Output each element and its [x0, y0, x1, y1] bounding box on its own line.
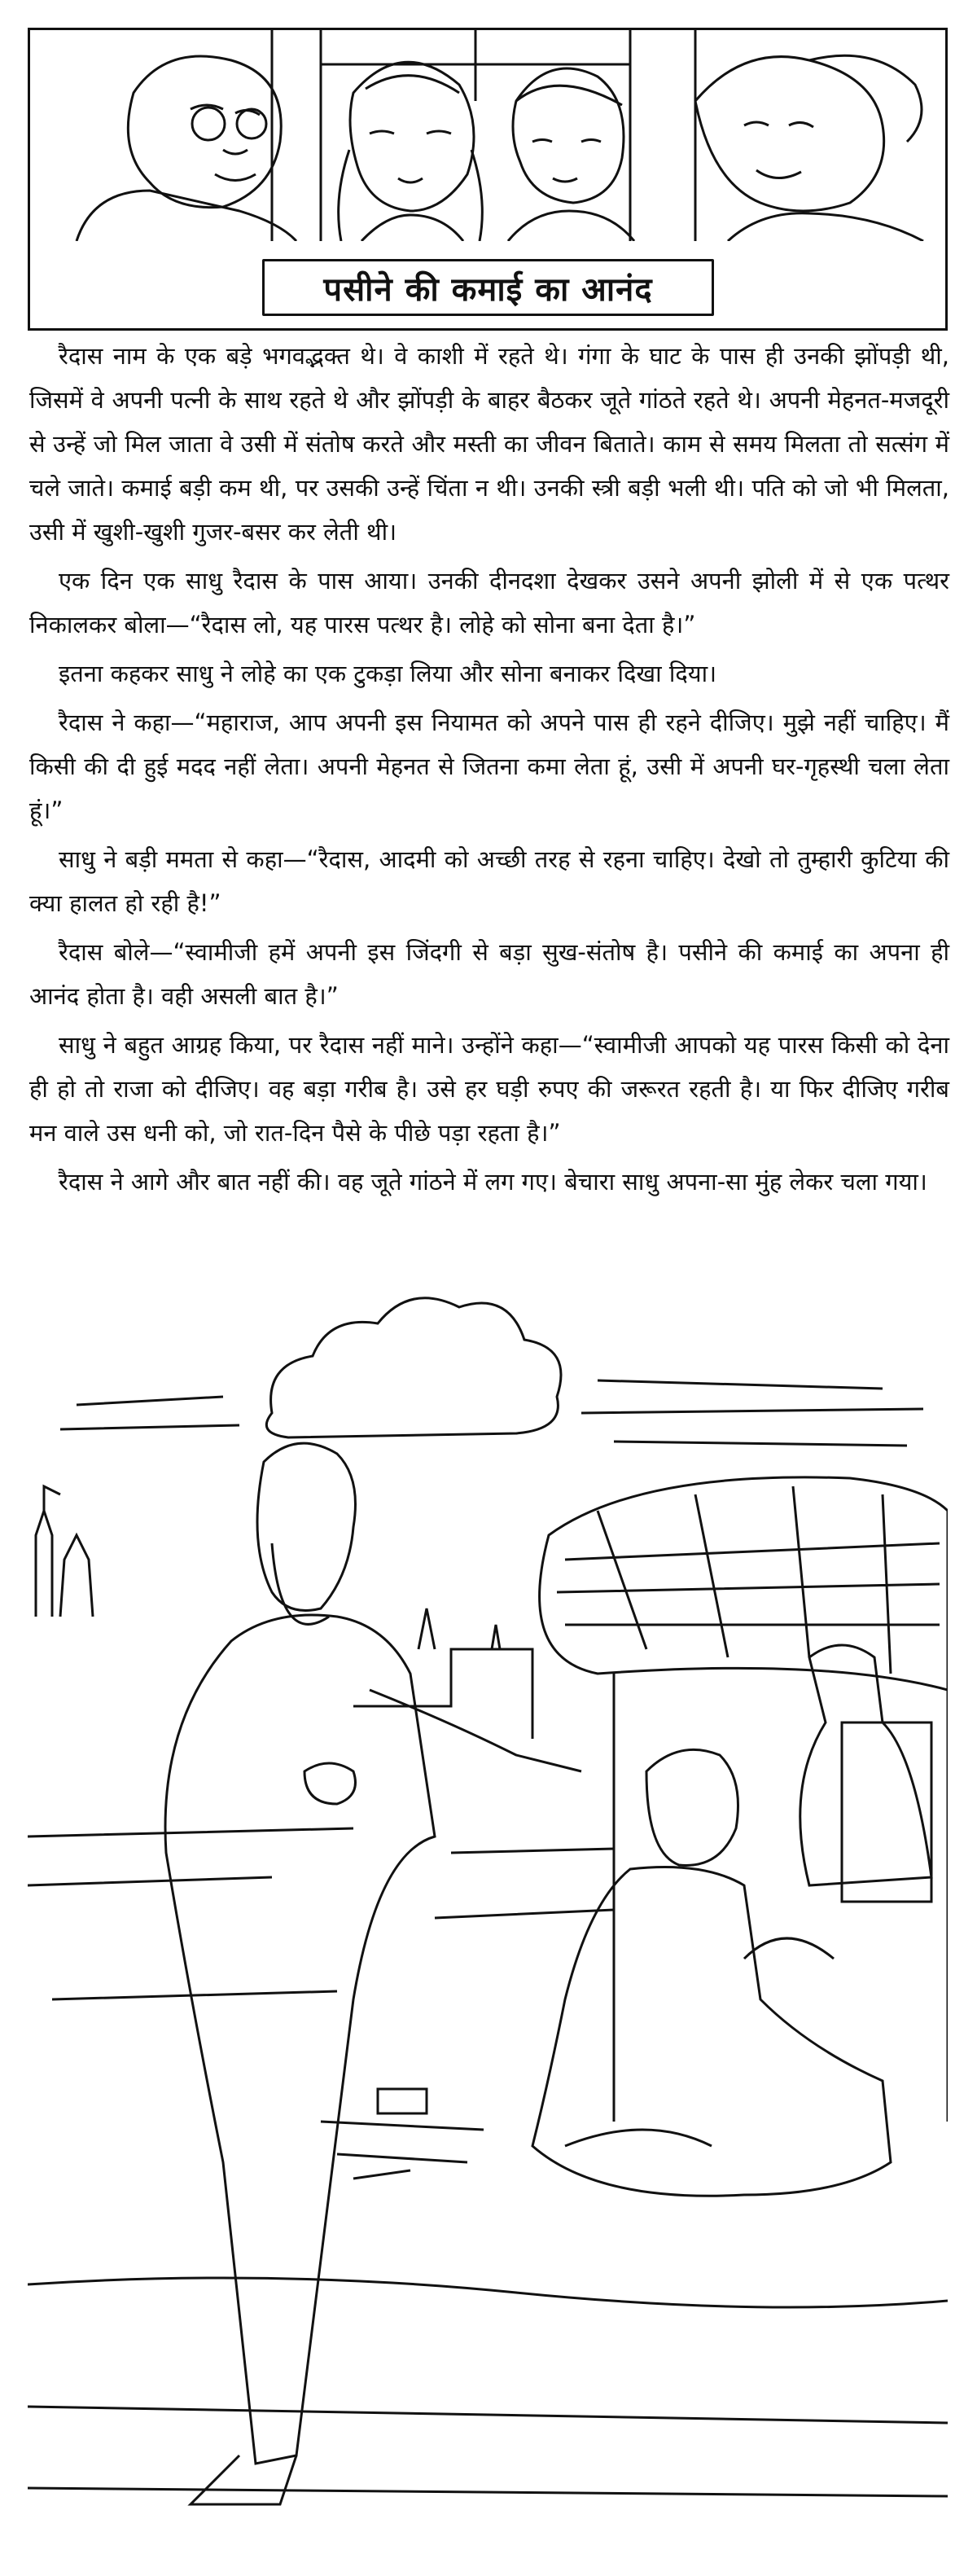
title-box — [262, 259, 714, 316]
raidas-figure — [646, 1749, 738, 1865]
paragraph: एक दिन एक साधु रैदास के पास आया। उनकी दीनदशा देखकर उसने अपनी झोली में से एक पत्थर निकालकर बोला—“रैदास लो, यह पारस पत्थर है। लोहे को सोना बना देता है।” — [29, 567, 949, 639]
sadhu-figure — [257, 1443, 356, 1610]
paragraph: रैदास ने कहा—“महाराज, आप अपनी इस नियामत को अपने पास ही रहने दीजिए। मुझे नहीं चाहिए। मैं किसी की दी हुई मदद नहीं लेता। अपनी मेहनत से जितना कमा लेता हूं, उसी में अपनी घर-गृहस्थी चला लेता हूं।” — [29, 709, 949, 824]
paragraph: रैदास बोले—“स्वामीजी हमें अपनी इस जिंदगी से बड़ा सुख-संतोष है। पसीने की कमाई का अपना ही आनंद होता है। वही असली बात है।” — [29, 938, 949, 1010]
paragraph: साधु ने बड़ी ममता से कहा—“रैदास, आदमी को अच्छी तरह से रहना चाहिए। देखो तो तुम्हारी कुटिया की क्या हालत हो रही है!” — [29, 845, 949, 917]
paragraph: इतना कहकर साधु ने लोहे का एक टुकड़ा लिया और सोना बनाकर दिखा दिया। — [59, 660, 717, 687]
paragraph: रैदास नाम के एक बड़े भगवद्भक्त थे। वे काशी में रहते थे। गंगा के घाट के पास ही उनकी झोंपड़ी थी, जिसमें वे अपनी पत्नी के साथ रहते थे और झोंपड़ी के बाहर बैठकर जूते गांठते रहते थे। अपनी मेहनत-मजदूरी से उन्हें जो मिल जाता वे उसी में संतोष करते और मस्ती का जीवन बिताते। काम से समय मिलता तो सत्संग में चले जाते। कमाई बड़ी कम थी, पर उसकी उन्हें चिंता न थी। उनकी स्त्री बड़ी भली थी। पति को जो भी मिलता, उसी में खुशी-खुशी गुजर-बसर कर लेती थी। — [29, 342, 949, 546]
paragraph: साधु ने बहुत आग्रह किया, पर रैदास नहीं माने। उन्होंने कहा—“स्वामीजी आपको यह पारस किसी को देना ही हो तो राजा को दीजिए। वह बड़ा गरीब है। उसे हर घड़ी रुपए की जरूरत रहती है। या फिर दीजिए गरीब मन वाले उस धनी को, जो रात-दिन पैसे के पीछे पड़ा रहता है।” — [29, 1031, 949, 1147]
story-illustration — [28, 1266, 948, 2545]
story-text — [29, 334, 949, 1209]
paragraph: रैदास ने आगे और बात नहीं की। वह जूते गांठने में लग गए। बेचारा साधु अपना-सा मुंह लेकर चला गया। — [59, 1168, 927, 1196]
page-title: पसीने की कमाई का आनंद — [323, 270, 653, 309]
cloud-shape — [266, 1298, 561, 1437]
header-illustration — [28, 28, 948, 241]
